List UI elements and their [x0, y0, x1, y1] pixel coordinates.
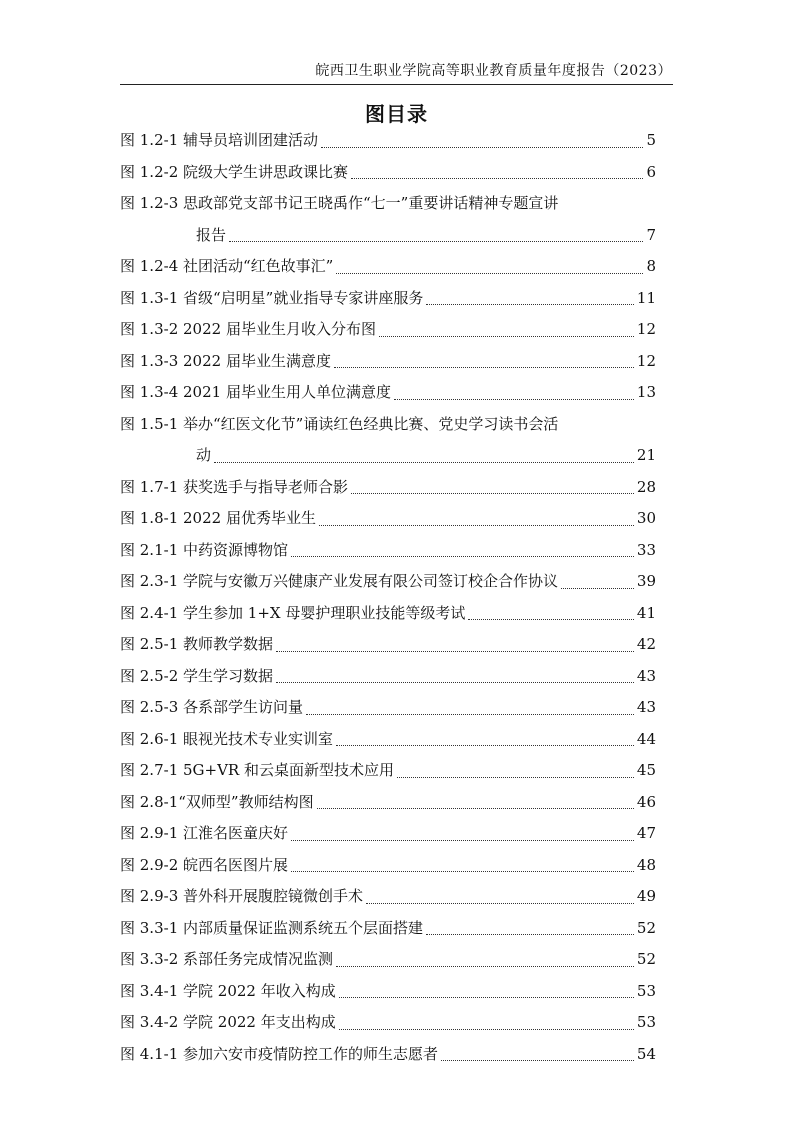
- dot-leader: [334, 367, 634, 368]
- dot-leader: [366, 903, 634, 904]
- toc-entry-page-number: 6: [646, 162, 656, 181]
- dot-leader: [394, 399, 634, 400]
- dot-leader: [276, 651, 634, 652]
- toc-entry-label: 图 2.9-2 皖西名医图片展: [120, 855, 289, 874]
- dot-leader: [336, 966, 634, 967]
- toc-entry[interactable]: [120, 283, 656, 315]
- toc-entry-label: 图 4.1-1 参加六安市疫情防控工作的师生志愿者: [120, 1044, 439, 1063]
- toc-entry-page-number: 43: [636, 698, 656, 716]
- toc-entry-label: 图 2.9-1 江淮名医童庆好: [120, 824, 289, 842]
- toc-entry[interactable]: [120, 944, 656, 976]
- dot-leader: [214, 462, 634, 463]
- dot-leader: [426, 304, 634, 305]
- toc-entry-label: 图 1.7-1 获奖选手与指导老师合影: [120, 477, 349, 496]
- toc-entry[interactable]: [120, 188, 656, 251]
- dot-leader: [336, 273, 643, 274]
- toc-entry-label: 图 2.1-1 中药资源博物馆: [120, 540, 289, 559]
- toc-entry-label: 图 1.2-2 院级大学生讲思政课比赛: [120, 162, 349, 181]
- toc-entry-page-number: 42: [636, 635, 656, 653]
- toc-entry[interactable]: [120, 881, 656, 913]
- toc-entry-label: 图 2.8-1“双师型”教师结构图: [120, 792, 314, 811]
- dot-leader: [291, 871, 634, 872]
- toc-entry[interactable]: [120, 409, 656, 472]
- toc-entry-page-number: 53: [636, 981, 656, 1000]
- dot-leader: [321, 147, 643, 148]
- toc-entry-label: 图 2.9-3 普外科开展腹腔镜微创手术: [120, 887, 364, 905]
- toc-entry-label: 图 2.7-1 5G+VR 和云桌面新型技术应用: [120, 761, 394, 779]
- toc-entry[interactable]: [120, 346, 656, 378]
- toc-entry[interactable]: [120, 598, 656, 630]
- toc-entry-page-number: 47: [636, 824, 656, 842]
- dot-leader: [306, 714, 634, 715]
- toc-entry-page-number: 48: [636, 855, 656, 874]
- toc-entry-page-number: 13: [636, 383, 656, 401]
- toc-entry-label: 图 1.8-1 2022 届优秀毕业生: [120, 509, 316, 527]
- dot-leader: [339, 997, 634, 998]
- toc-entry-label: 图 1.3-3 2022 届毕业生满意度: [120, 351, 331, 370]
- toc-entry[interactable]: [120, 125, 656, 157]
- toc-title: 图目录: [365, 102, 428, 126]
- toc-entry[interactable]: [120, 913, 656, 945]
- toc-entry[interactable]: [120, 724, 656, 756]
- dot-leader: [319, 525, 634, 526]
- toc-entry-continuation: 报告: [196, 225, 227, 244]
- toc-entry-page-number: 7: [646, 225, 656, 244]
- toc-entry-label: 图 2.5-1 教师教学数据: [120, 635, 274, 653]
- toc-entry[interactable]: [120, 1007, 656, 1039]
- dot-leader: [336, 745, 634, 746]
- toc-entry-page-number: 12: [636, 351, 656, 370]
- toc-entry-page-number: 52: [636, 918, 656, 937]
- toc-entry-label: 图 2.6-1 眼视光技术专业实训室: [120, 729, 334, 748]
- toc-entry-page-number: 33: [636, 540, 656, 559]
- toc-entry-page-number: 28: [636, 477, 656, 496]
- toc-entry-page-number: 12: [636, 320, 656, 338]
- dot-leader: [441, 1060, 634, 1061]
- toc-entry-label: 图 1.3-4 2021 届毕业生用人单位满意度: [120, 383, 391, 401]
- toc-entry[interactable]: [120, 661, 656, 693]
- toc-entry-label: 图 1.2-4 社团活动“红色故事汇”: [120, 257, 334, 275]
- header-divider: [120, 84, 673, 85]
- toc-entry[interactable]: [120, 976, 656, 1008]
- toc-entry-label: 图 1.3-1 省级“启明星”就业指导专家讲座服务: [120, 288, 424, 307]
- toc-entry-page-number: 46: [636, 792, 656, 811]
- toc-entry[interactable]: [120, 472, 656, 504]
- toc-entry[interactable]: [120, 1039, 656, 1071]
- toc-entry-label: 图 3.3-2 系部任务完成情况监测: [120, 950, 334, 968]
- toc-entry-label: 图 2.3-1 学院与安徽万兴健康产业发展有限公司签订校企合作协议: [120, 572, 559, 590]
- toc-entry-page-number: 52: [636, 950, 656, 968]
- toc-entry-label: 图 1.2-1 辅导员培训团建活动: [120, 131, 319, 149]
- dot-leader: [561, 588, 634, 589]
- toc-entry-page-number: 49: [636, 887, 656, 905]
- toc-entry-page-number: 44: [636, 729, 656, 748]
- toc-entry[interactable]: [120, 251, 656, 283]
- toc-entry[interactable]: [120, 566, 656, 598]
- toc-entry-page-number: 11: [636, 288, 656, 307]
- toc-entry-page-number: 53: [636, 1013, 656, 1031]
- toc-entry-label: 图 3.3-1 内部质量保证监测系统五个层面搭建: [120, 918, 424, 937]
- toc-entry-label: 图 1.2-3 思政部党支部书记王晓禹作“七一”重要讲话精神专题宣讲: [120, 194, 559, 212]
- toc-entry-label: 图 2.4-1 学生参加 1+X 母婴护理职业技能等级考试: [120, 603, 466, 622]
- toc-entry[interactable]: [120, 818, 656, 850]
- dot-leader: [291, 556, 634, 557]
- dot-leader: [339, 1029, 634, 1030]
- toc-entry[interactable]: [120, 692, 656, 724]
- toc-entry-page-number: 8: [646, 257, 656, 275]
- toc-entry-page-number: 21: [636, 446, 656, 464]
- toc-entry[interactable]: [120, 535, 656, 567]
- toc-entry[interactable]: [120, 157, 656, 189]
- toc-entry[interactable]: [120, 377, 656, 409]
- toc-entry[interactable]: [120, 314, 656, 346]
- toc-entry-label: 图 2.5-3 各系部学生访问量: [120, 698, 304, 716]
- toc-entry-label: 图 1.3-2 2022 届毕业生月收入分布图: [120, 320, 376, 338]
- dot-leader: [351, 178, 643, 179]
- toc-entry[interactable]: [120, 787, 656, 819]
- toc-entry-label: 图 2.5-2 学生学习数据: [120, 666, 274, 685]
- toc-entry-page-number: 5: [646, 131, 656, 149]
- dot-leader: [229, 241, 643, 242]
- toc-entry[interactable]: [120, 850, 656, 882]
- toc-entry-page-number: 54: [636, 1044, 656, 1063]
- toc-entry-page-number: 30: [636, 509, 656, 527]
- dot-leader: [351, 493, 634, 494]
- toc-entry-page-number: 45: [636, 761, 656, 779]
- dot-leader: [317, 808, 634, 809]
- toc-entry-page-number: 43: [636, 666, 656, 685]
- toc-entry-page-number: 39: [636, 572, 656, 590]
- toc-entry[interactable]: [120, 629, 656, 661]
- toc-entry[interactable]: [120, 755, 656, 787]
- dot-leader: [276, 682, 634, 683]
- toc-entry-label: 图 1.5-1 举办“红医文化节”诵读红色经典比赛、党史学习读书会活: [120, 414, 559, 433]
- dot-leader: [291, 840, 634, 841]
- dot-leader: [379, 336, 634, 337]
- dot-leader: [426, 934, 634, 935]
- dot-leader: [468, 619, 634, 620]
- dot-leader: [397, 777, 634, 778]
- figure-toc-list: [120, 125, 656, 1070]
- toc-entry[interactable]: [120, 503, 656, 535]
- toc-entry-continuation: 动: [196, 446, 212, 464]
- toc-entry-label: 图 3.4-1 学院 2022 年收入构成: [120, 981, 336, 1000]
- toc-entry-label: 图 3.4-2 学院 2022 年支出构成: [120, 1013, 336, 1031]
- toc-entry-page-number: 41: [636, 603, 656, 622]
- page-header: 皖西卫生职业学院高等职业教育质量年度报告（2023）: [315, 63, 672, 79]
